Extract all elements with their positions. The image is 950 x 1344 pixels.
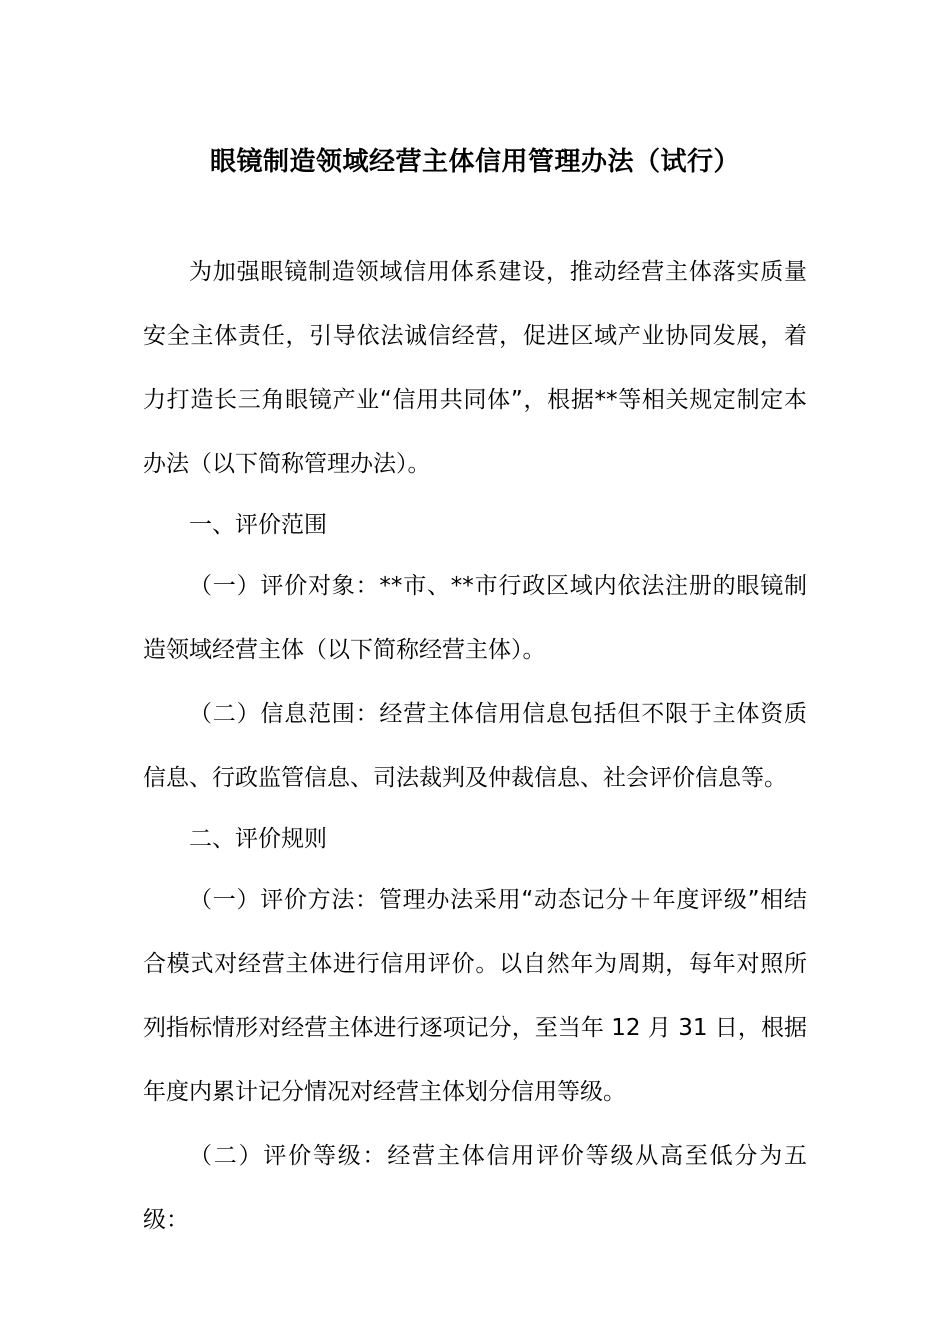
document-body <box>143 240 807 1252</box>
scope-info-paragraph: （二）信息范围：经营主体信用信息包括但不限于主体资质信息、行政监管信息、司法裁判及仲裁信息、社会评价信息等。 <box>143 701 807 791</box>
scope-object-paragraph: （一）评价对象：**市、**市行政区域内依法注册的眼镜制造领域经营主体（以下简称经营主体）。 <box>143 573 807 663</box>
rules-method-paragraph: （一）评价方法：管理办法采用“动态记分＋年度评级”相结合模式对经营主体进行信用评价。以自然年为周期，每年对照所列指标情形对经营主体进行逐项记分，至当年 12 月 31 日，根据年度内累计记分情况对经营主体划分信用等级。 <box>143 887 807 1105</box>
section-heading-rules: 二、评价规则 <box>189 826 327 852</box>
section-heading-scope: 一、评价范围 <box>189 512 327 538</box>
document-title: 眼镜制造领域经营主体信用管理办法（试行） <box>209 147 740 177</box>
rules-grade-paragraph: （二）评价等级：经营主体信用评价等级从高至低分为五级： <box>143 1143 807 1233</box>
intro-paragraph: 为加强眼镜制造领域信用体系建设，推动经营主体落实质量安全主体责任，引导依法诚信经营，促进区域产业协同发展，着力打造长三角眼镜产业“信用共同体”，根据**等相关规定制定本办法（以下简称管理办法）。 <box>143 259 807 477</box>
